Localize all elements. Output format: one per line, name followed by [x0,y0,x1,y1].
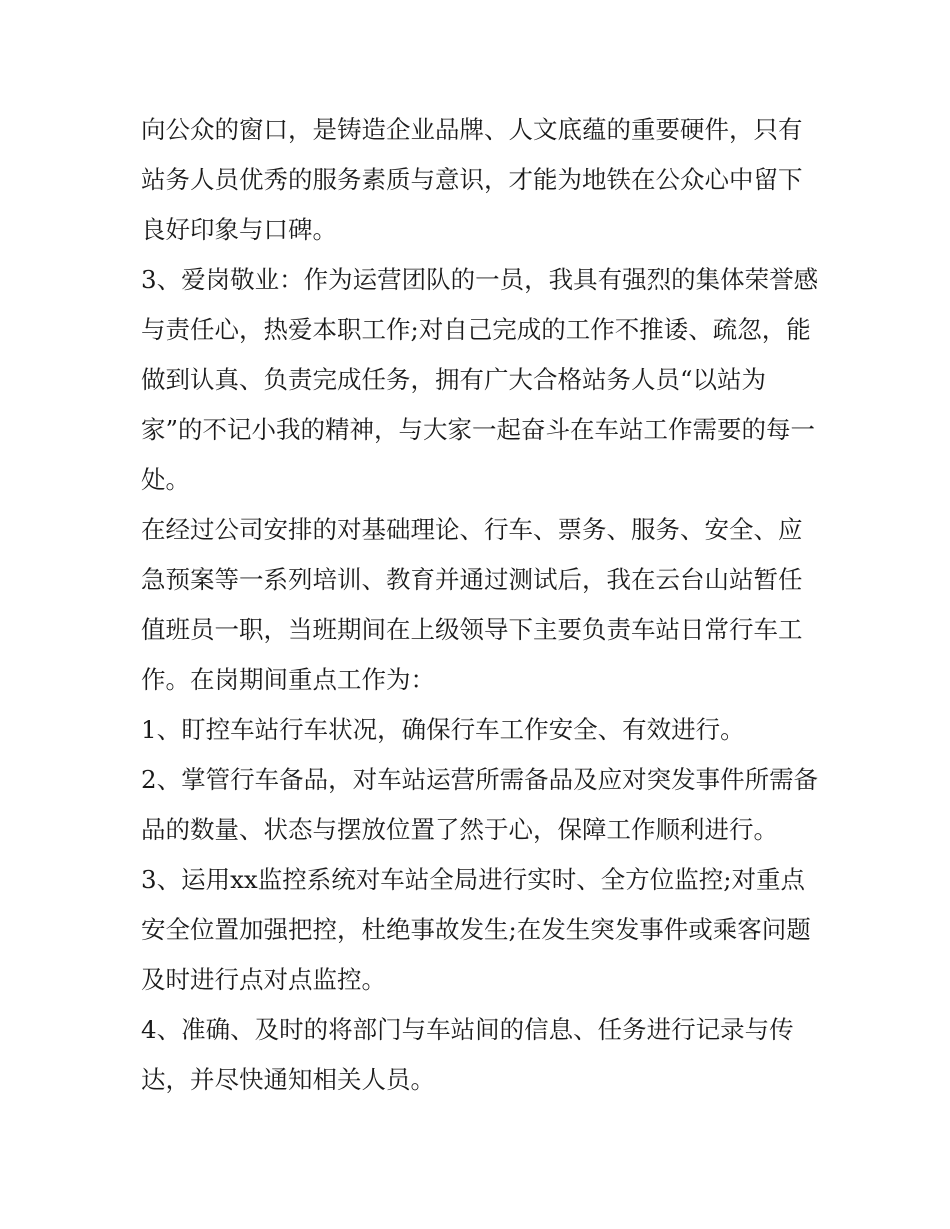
document-body [141,105,821,1105]
paragraph-training: 在经过公司安排的对基础理论、行车、票务、服务、安全、应急预案等一系列培训、教育并通过测试后，我在云台山站暂任值班员一职，当班期间在上级领导下主要负责车站日常行车工作。在岗期间重点工作为： [141,515,803,694]
paragraph-duty-2: 2、掌管行车备品，对车站运营所需备品及应对突发事件所需备品的数量、状态与摆放位置了然于心，保障工作顺利进行。 [141,765,819,844]
paragraph-duty-1: 1、盯控车站行车状况，确保行车工作安全、有效进行。 [141,715,745,744]
paragraph-dedication: 3、爱岗敬业：作为运营团队的一员，我具有强烈的集体荣誉感与责任心，热爱本职工作;对自己完成的工作不推诿、疏忽，能做到认真、负责完成任务，拥有广大合格站务人员“以站为家”的不记小我的精神，与大家一起奋斗在车站工作需要的每一处。 [141,265,819,494]
paragraph-service-window: 向公众的窗口，是铸造企业品牌、人文底蕴的重要硬件，只有站务人员优秀的服务素质与意识，才能为地铁在公众心中留下良好印象与口碑。 [141,115,803,244]
paragraph-duty-3: 3、运用xx监控系统对车站全局进行实时、全方位监控;对重点安全位置加强把控，杜绝事故发生;在发生突发事件或乘客问题及时进行点对点监控。 [141,865,811,994]
paragraph-duty-4: 4、准确、及时的将部门与车站间的信息、任务进行记录与传达，并尽快通知相关人员。 [141,1015,794,1094]
